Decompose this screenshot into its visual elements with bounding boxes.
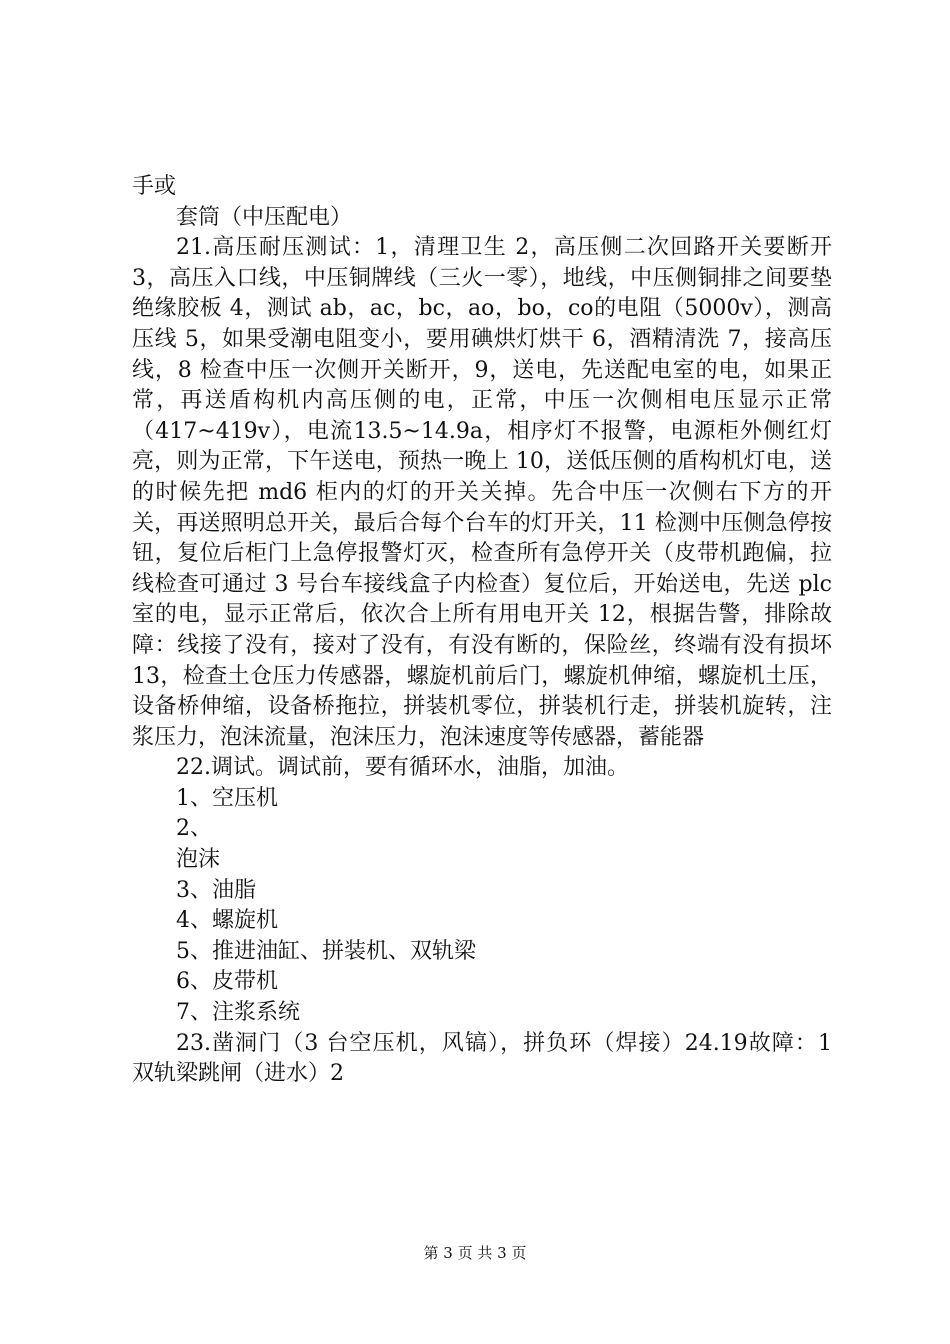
- page-number: 第 3 页 共 3 页: [423, 1244, 527, 1262]
- paragraph-23: 23.凿洞门（3 台空压机，风镐），拼负环（焊接）24.19故障：1 双轨梁跳闸（进水）2: [132, 1030, 832, 1087]
- paragraph-21: 21.高压耐压测试：1，清理卫生 2，高压侧二次回路开关要断开 3，高压入口线，中压铜牌线（三火一零），地线，中压侧铜排之间要垫绝缘胶板 4，测试 ab，ac，bc，ao，bo，co的电阻（5000v），测高压线 5，如果受潮电阻变小，要用碘烘灯烘干 6，酒精清洗 7，接高压线，8 检查中压一次侧开关断开，9，送电，先送配电室的电，如果正常，再送盾构机内高压侧的电，正常，中压一次侧相电压显示正常（417~419v），电流13.5~14.9a，相序灯不报警，电源柜外侧红灯亮，则为正常，下午送电，预热一晚上 10，送低压侧的盾构机灯电，送的时候先把 md6 柜内的灯的开关关掉。先合中压一次侧右下方的开关，再送照明总开关，最后合每个台车的灯开关，11 检测中压侧急停按钮，复位后柜门上急停报警灯灭，检查所有急停开关（皮带机跑偏，拉线检查可通过 3 号台车接线盒子内检查）复位后，开始送电，先送 plc 室的电，显示正常后，依次合上所有用电开关 12，根据告警，排除故障：线接了没有，接对了没有，有没有断的，保险丝，终端有没有损坏 13，检查土仓压力传感器，螺旋机前后门，螺旋机伸缩，螺旋机土压，设备桥伸缩，设备桥拖拉，拼装机零位，拼装机行走，拼装机旋转，注浆压力，泡沫流量，泡沫压力，泡沫速度等传感器，蓄能器: [132, 235, 832, 750]
- section-heading: 套筒（中压配电）: [176, 204, 353, 230]
- list-item: 2、: [176, 816, 212, 842]
- list-item: 1、空压机: [176, 785, 278, 811]
- document-body: [132, 172, 832, 1090]
- list-item: 3、油脂: [176, 877, 256, 903]
- list-item: 4、螺旋机: [176, 908, 278, 934]
- list-item: 7、注浆系统: [176, 1000, 300, 1026]
- paragraph-22: 22.调试。调试前，要有循环水，油脂，加油。: [176, 755, 629, 781]
- list-item: 泡沫: [176, 847, 221, 873]
- list-item: 5、推进油缸、拼装机、双轨梁: [176, 938, 476, 964]
- list-item: 6、皮带机: [176, 969, 278, 995]
- paragraph-fragment: 手或: [132, 174, 177, 199]
